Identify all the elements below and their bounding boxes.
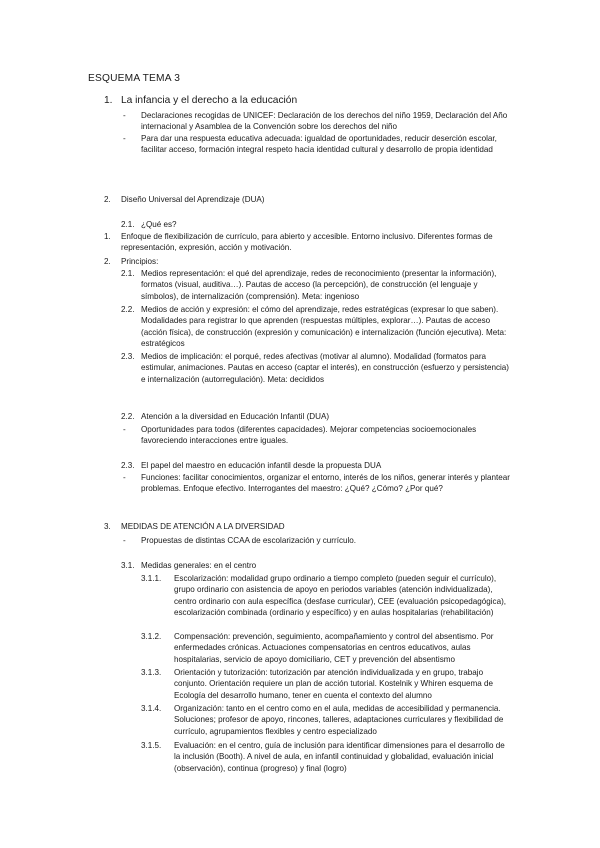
measure-5-text: Evaluación: en el centro, guía de inclusión para identificar dimensiones para el desarrollo de la inclusión (Booth). A nivel de aula, en infantil continuidad y globalidad, evaluación inicial (observación), continua (progreso) y final (logro) xyxy=(174,741,505,773)
section-2-heading: Diseño Universal del Aprendizaje (DUA) xyxy=(121,195,265,204)
item-1-text: Enfoque de flexibilización de currículo, para abierto y accesible. Entorno inclusivo. Diferentes formas de representación, expresión, acción y motivación. xyxy=(121,232,493,253)
measure-2-text: Compensación: prevención, seguimiento, acompañamiento y control del absentismo. Por enfermedades crónicas. Actuaciones compensatorias en centros educativos, aulas hospitalarias, servicio de apoyo domiciliario, CET y prevención del absentismo xyxy=(174,632,494,664)
section-1-bullet-2: Para dar una respuesta educativa adecuada: igualdad de oportunidades, reducir deserción escolar, facilitar acceso, formación integral respeto hacia identidad cultural y desarrollo de propia identidad xyxy=(141,134,497,155)
principle-2-number: 2.2. xyxy=(121,305,135,314)
principle-1-number: 2.1. xyxy=(121,269,135,278)
bullet-dash: - xyxy=(123,473,126,482)
section-3-bullet: Propuestas de distintas CCAA de escolarización y currículo. xyxy=(141,536,357,545)
section-2-number: 2. xyxy=(104,195,111,204)
bullet-dash: - xyxy=(123,536,126,545)
subsection-2-1-number: 2.1. xyxy=(121,220,135,229)
principle-3-number: 2.3. xyxy=(121,352,135,361)
subsection-2-2-number: 2.2. xyxy=(121,412,135,421)
subsection-2-3-bullet: Funciones: facilitar conocimientos, organizar el entorno, interés de los niños, generar interés y plantear problemas. Enfoque efectivo. Interrogantes del maestro: ¿Qué? ¿Cómo? ¿Por qué? xyxy=(141,473,510,494)
measure-5-number: 3.1.5. xyxy=(141,741,162,750)
subsection-2-2-label: Atención a la diversidad en Educación Infantil (DUA) xyxy=(141,412,330,421)
section-1-number: 1. xyxy=(104,95,113,106)
page-title: ESQUEMA TEMA 3 xyxy=(88,73,181,84)
bullet-dash: - xyxy=(123,111,126,120)
subsection-2-2-bullet: Oportunidades para todos (diferentes capacidades). Mejorar competencias socioemocionales favoreciendo interacciones entre iguales. xyxy=(141,425,477,446)
principle-3-text: Medios de implicación: el porqué, redes afectivas (motivar al alumno). Modalidad (formatos para estimular, animaciones. Pautas en acceso (captar el interés), en construcción (esfuerzo y persistencia) e internalización (autorregulación). Meta: decididos xyxy=(141,352,509,384)
section-1-bullet-1: Declaraciones recogidas de UNICEF: Declaración de los derechos del niño 1959, Declaración del Año internacional y Asamblea de la Convención sobre los derechos del niño xyxy=(141,111,508,132)
subsection-2-3-number: 2.3. xyxy=(121,461,135,470)
measure-4-text: Organización: tanto en el centro como en el aula, medidas de accesibilidad y permanencia. Soluciones; profesor de apoyo, rincones, talleres, adaptaciones curriculares y flexibilidad de currículo, agrupamientos flexibles y centro especializado xyxy=(174,704,504,736)
measure-3-text: Orientación y tutorización: tutorización par atención individualizada y en grupo, trabajo conjunto. Orientación requiere un plan de acción tutorial. Kostelnik y Whiren esquema de Ecología del desarrollo humano, tener en cuenta el contexto del alumno xyxy=(174,668,493,700)
subsection-3-1-number: 3.1. xyxy=(121,561,135,570)
subsection-3-1-label: Medidas generales: en el centro xyxy=(141,561,257,570)
subsection-2-1-label: ¿Qué es? xyxy=(141,220,177,229)
measure-4-number: 3.1.4. xyxy=(141,704,162,713)
measure-3-number: 3.1.3. xyxy=(141,668,162,677)
item-1-number: 1. xyxy=(104,232,111,241)
bullet-dash: - xyxy=(123,425,126,434)
principle-1-text: Medios representación: el qué del aprendizaje, redes de reconocimiento (presentar la información), formatos (visual, auditiva…). Pautas de acceso (la percepción), de construcción (el lenguaje y símbolos), de internalización (comprensión). Meta: ingenioso xyxy=(141,269,497,301)
measure-2-number: 3.1.2. xyxy=(141,632,162,641)
section-1-heading: La infancia y el derecho a la educación xyxy=(121,95,298,106)
item-2-text: Principios: xyxy=(121,257,159,266)
section-3-number: 3. xyxy=(104,522,111,531)
item-2-number: 2. xyxy=(104,257,111,266)
section-3-heading: MEDIDAS DE ATENCIÓN A LA DIVERSIDAD xyxy=(121,522,285,531)
principle-2-text: Medios de acción y expresión: el cómo del aprendizaje, redes estratégicas (expresar lo que saben). Modalidades para registrar lo que aprenden (respuestas múltiples, explorar…). Pautas de acceso (acción física), de construcción (expresión y comunicación) e internalización (función ejecutiva). Meta: estratégicos xyxy=(141,305,507,348)
subsection-2-3-label: El papel del maestro en educación infantil desde la propuesta DUA xyxy=(141,461,382,470)
measure-1-text: Escolarización: modalidad grupo ordinario a tiempo completo (pueden seguir el currículo), grupo ordinario con asistencia de apoyo en periodos variables (atención individualizada), centro ordinario con aula específica (desfase curricular), CEE (evaluación psicopedagógica), escolarización combinada (ordinario y específico) y en aulas hospitalarias (rehabilitación) xyxy=(174,574,507,617)
measure-1-number: 3.1.1. xyxy=(141,574,162,583)
bullet-dash: - xyxy=(123,134,126,143)
